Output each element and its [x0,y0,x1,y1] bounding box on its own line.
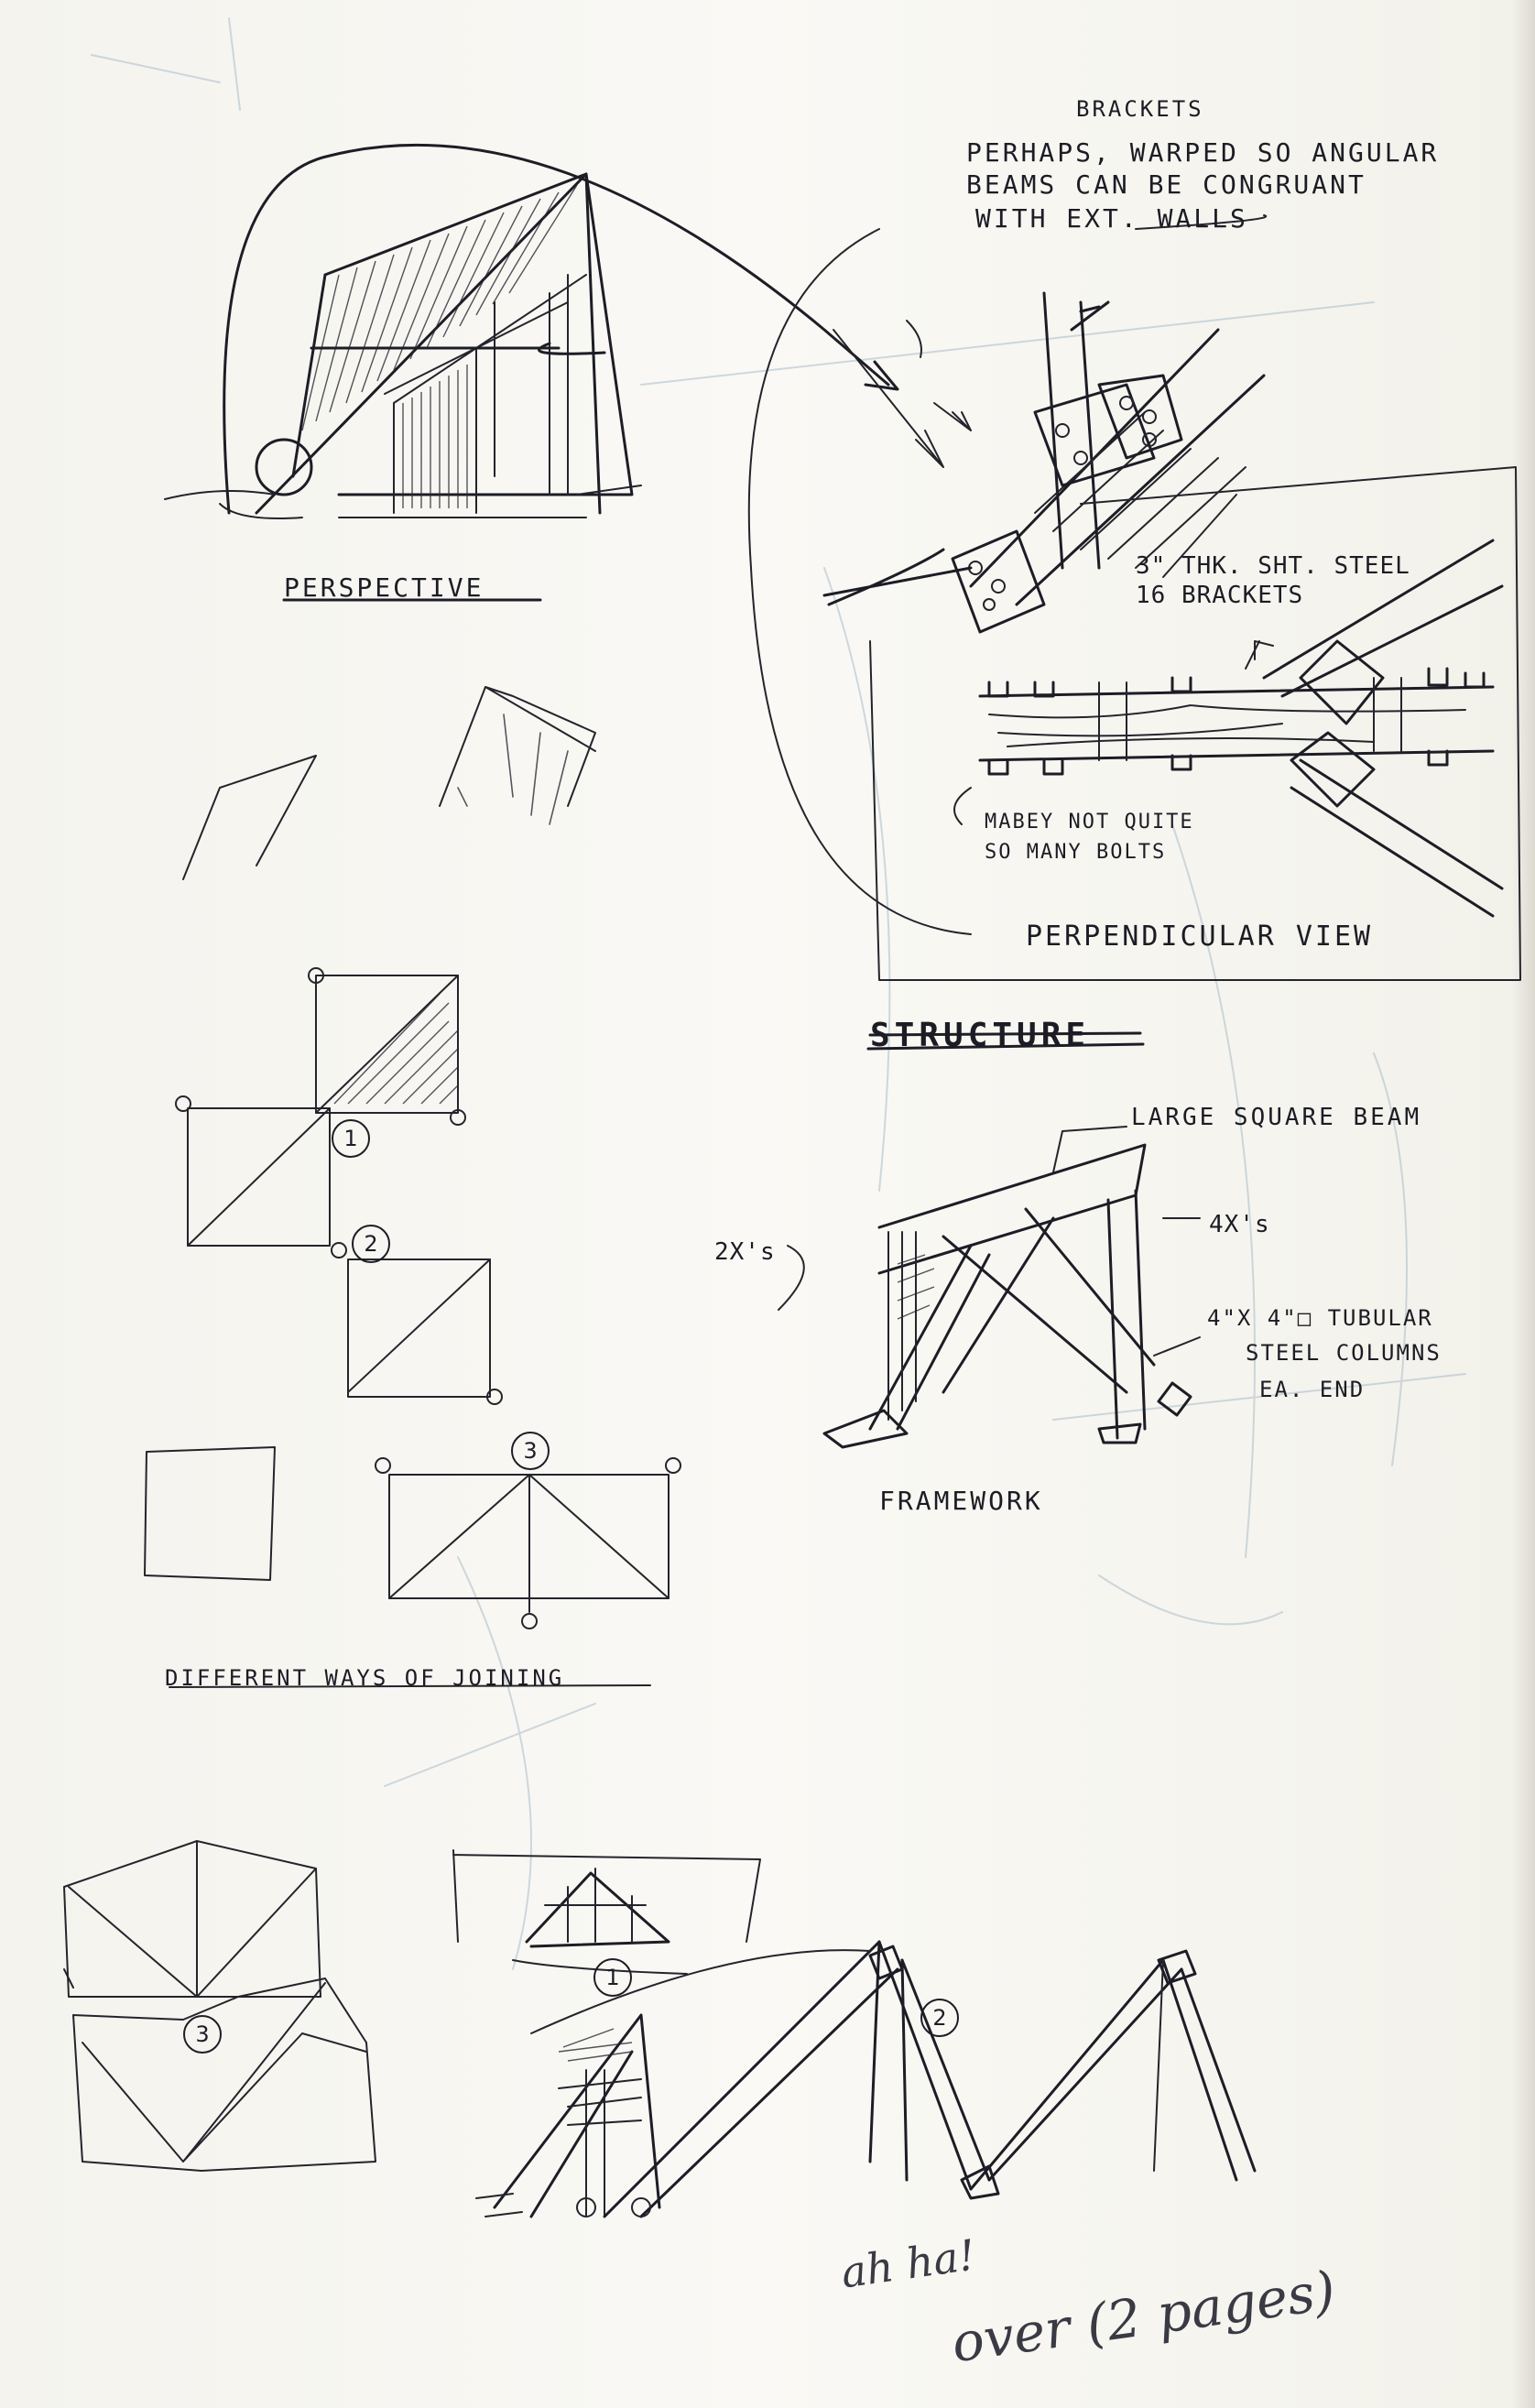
two-by-label: 2X's [714,1238,776,1266]
brackets-note-line-1: PERHAPS, WARPED SO ANGULAR [966,137,1440,168]
bolts-note-line-2: SO MANY BOLTS [985,841,1167,864]
bolts-note-line-1: MABEY NOT QUITE [985,811,1194,834]
joining-diagrams [145,968,680,1687]
bottom-mark-3: 3 [183,2015,222,2054]
joining-mark-3: 3 [511,1432,550,1470]
framework-label: FRAMEWORK [879,1486,1043,1516]
triangle-studies [183,687,595,879]
brackets-title: BRACKETS [1076,96,1204,122]
steel-columns-note-line-1: 4"X 4"□ TUBULAR [1207,1305,1433,1331]
brackets-note-line-2: BEAMS CAN BE CONGRUANT [966,169,1366,200]
perspective-label: PERSPECTIVE [284,572,484,603]
joining-mark-2: 2 [352,1225,390,1263]
bottom-mark-1: 1 [593,1958,632,1997]
perspective-sketch [165,145,898,600]
steel-columns-note-line-3: EA. END [1259,1377,1366,1402]
over-two-pages-note: over (2 pages) [948,2259,1340,2375]
framework-sketch [778,1033,1200,1447]
sheet-steel-note: 3" THK. SHT. STEEL [1136,552,1410,580]
brackets-note-line-3: WITH EXT. WALLS [975,203,1248,234]
perpendicular-view-label: PERPENDICULAR VIEW [1026,921,1374,953]
bottom-sketches [64,1841,1255,2217]
bracket-count-note: 16 BRACKETS [1136,582,1304,609]
steel-columns-note-line-2: STEEL COLUMNS [1246,1340,1442,1366]
perpendicular-view-sketch [870,467,1520,980]
bottom-mark-2: 2 [920,1999,959,2037]
structure-heading: STRUCTURE [870,1017,1091,1054]
joining-mark-1: 1 [332,1119,370,1158]
joining-label: DIFFERENT WAYS OF JOINING [165,1665,565,1691]
ah-ha-note: ah ha! [838,2229,979,2298]
large-square-beam-label: LARGE SQUARE BEAM [1131,1104,1422,1131]
four-by-label: 4X's [1209,1211,1270,1238]
